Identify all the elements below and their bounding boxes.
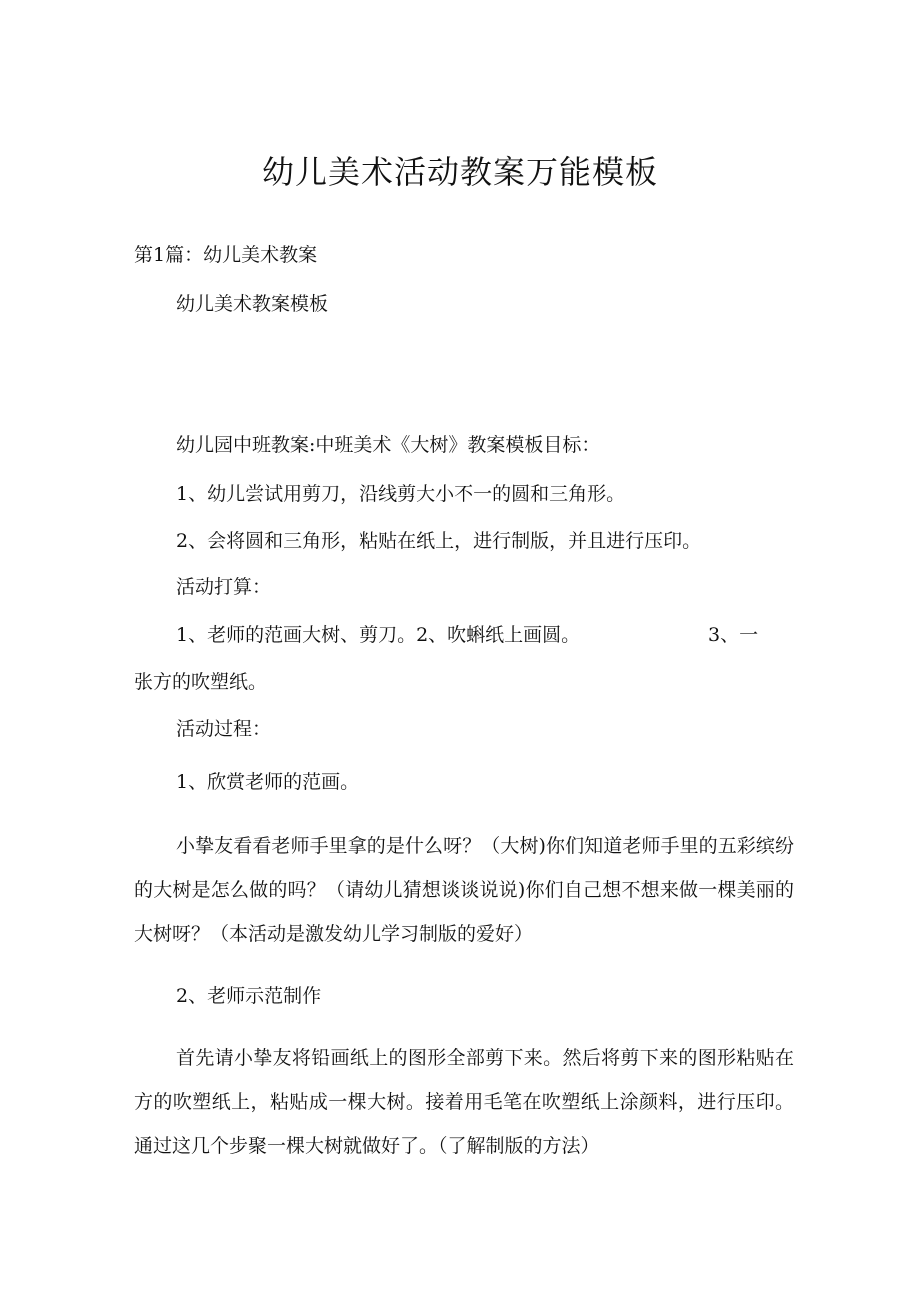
paragraph-2: 首先请小挚友将铅画纸上的图形全部剪下来。然后将剪下来的图形粘贴在方的吹塑纸上，粘贴成一棵大树。接着用毛笔在吹塑纸上涂颜料，进行压印。通过这几个步聚一棵大树就做好了。（了解制版的方法）	[134, 1047, 794, 1157]
prep-line-c: 张方的吹塑纸。	[134, 671, 268, 693]
subtitle: 幼儿美术教案模板	[176, 293, 329, 315]
prep-line-b: 3、一	[708, 624, 759, 646]
step-2: 2、老师示范制作	[176, 985, 322, 1007]
paragraph-1: 小挚友看看老师手里拿的是什么呀？（大树)你们知道老师手里的五彩缤纷的大树是怎么做的吗？（请幼儿猜想谈谈说说)你们自己想不想来做一棵美丽的大树呀？（本活动是激发幼儿学习制版的爱好）	[134, 835, 794, 945]
intro-line: 幼儿园中班教案:中班美术《大树》教案模板目标：	[176, 434, 601, 456]
document-title: 幼儿美术活动教案万能模板	[261, 153, 658, 191]
section-heading: 第1篇：幼儿美术教案	[134, 244, 318, 266]
process-heading: 活动过程：	[176, 718, 272, 740]
goal-item-1: 1、幼儿尝试用剪刀，沿线剪大小不一的圆和三角形。	[176, 483, 626, 505]
goal-item-2: 2、会将圆和三角形，粘贴在纸上，进行制版，并且进行压印。	[176, 530, 702, 552]
prep-heading: 活动打算：	[176, 576, 272, 598]
step-1: 1、欣赏老师的范画。	[176, 771, 360, 793]
prep-line-a: 1、老师的范画大树、剪刀。2、吹蝌纸上画圆。	[176, 624, 581, 646]
